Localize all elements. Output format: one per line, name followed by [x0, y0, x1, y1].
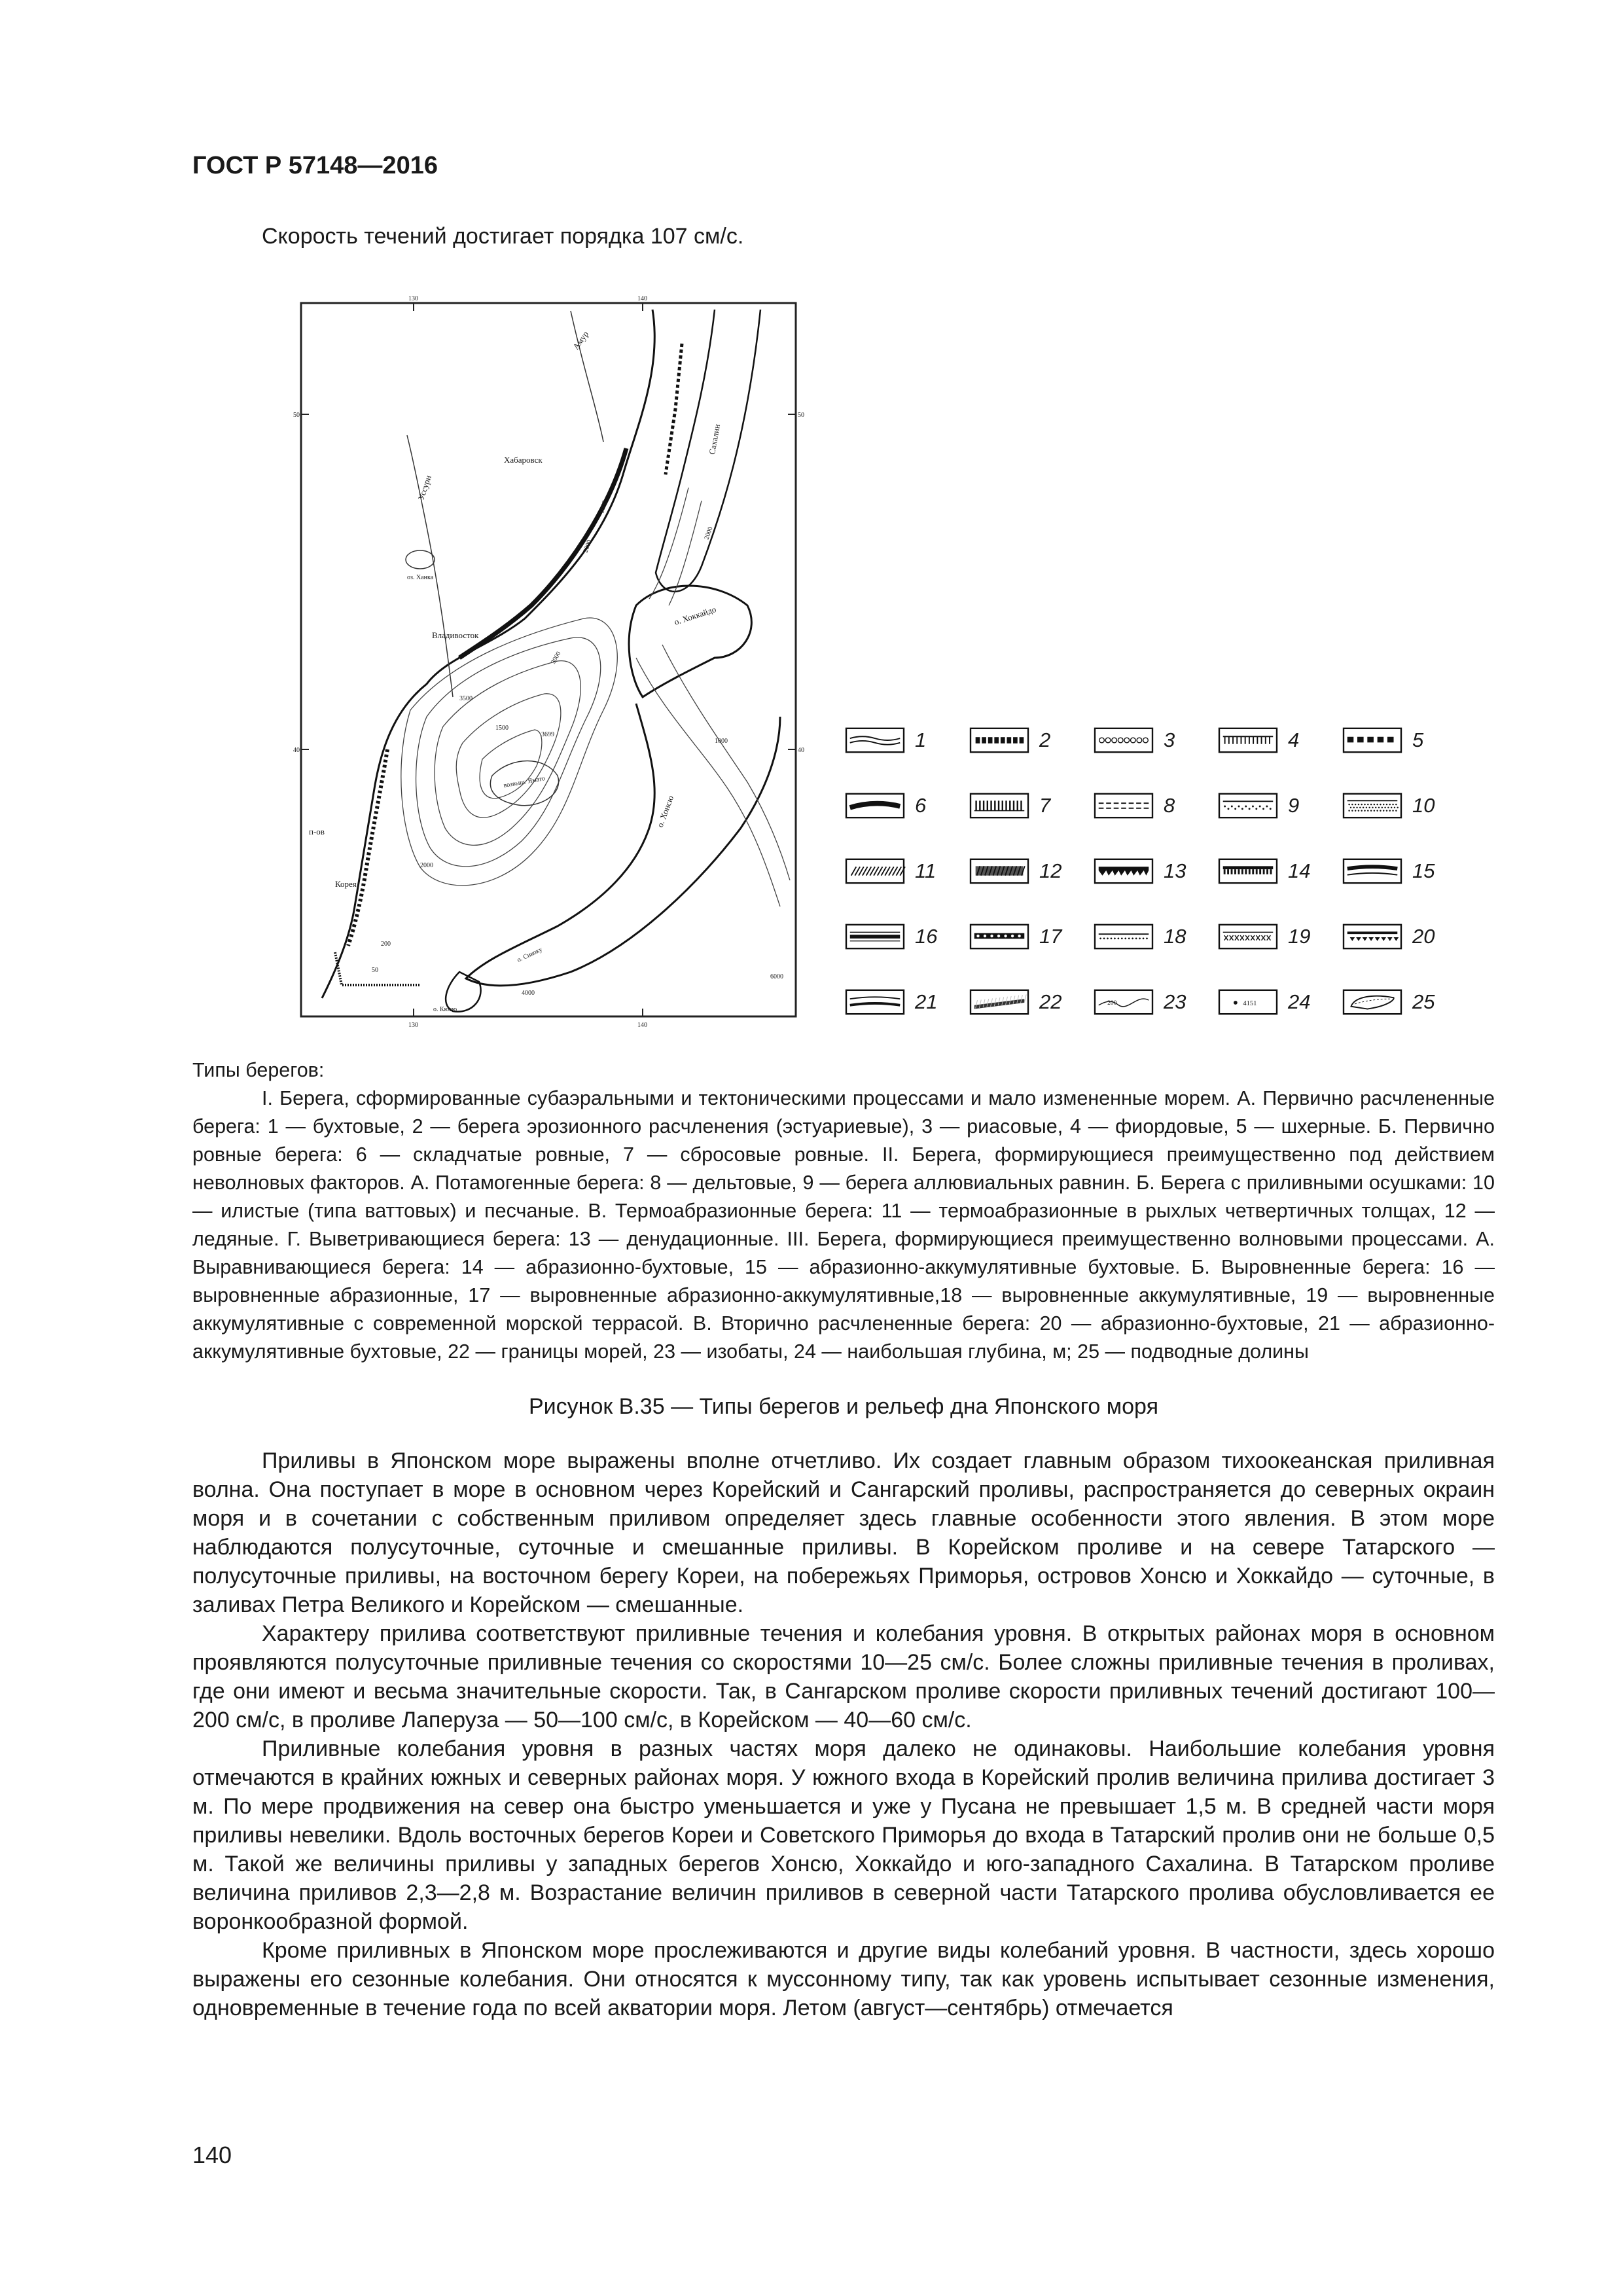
- dense-dots-icon: [1342, 791, 1403, 820]
- sea-of-japan-map: [293, 291, 808, 1030]
- label-ussuri: Уссури: [416, 474, 433, 501]
- legend-item-number: 10: [1412, 794, 1435, 817]
- legend-item: [1093, 791, 1217, 821]
- label-vladivostok: Владивосток: [432, 630, 479, 640]
- label-korea: Корея: [335, 879, 357, 889]
- diagonal-hatch-icon: [844, 857, 906, 886]
- caption-title: Типы берегов:: [192, 1059, 325, 1081]
- legend-item-number: 6: [915, 794, 927, 817]
- legend-item: [1217, 987, 1342, 1017]
- legend-item: [1093, 725, 1217, 755]
- crosses-icon: [1217, 922, 1279, 951]
- label-hokkaido: о. Хоккайдо: [673, 604, 718, 627]
- vertical-ticks-icon: [969, 791, 1030, 820]
- depth-200-label: 200: [381, 941, 391, 948]
- double-wavy-icon: [844, 988, 906, 1016]
- figure-title: Рисунок В.35 — Типы берегов и рельеф дна Японского моря: [529, 1394, 1158, 1419]
- svg-text:4151: 4151: [1243, 999, 1257, 1007]
- paragraph: Приливы в Японском море выражены вполне отчетливо. Их создает главным образом тихоокеанская приливная волна. Она поступает в море в основном через Корейский и Сангарский проливы, распространяется до северных окраин моря и в сочетании с собственным приливом определяет здесь главные особенности этого явления. В этом море наблюдаются полусуточные, суточные и смешанные приливы. В Корейском проливе и на севере Татарского — полусуточные приливы, на восточном берегу Кореи, на побережьях Приморья, островов Хонсю и Хоккайдо — суточные, в заливах Петра Великого и Корейском — смешанные.: [192, 1448, 1495, 1617]
- legend-item: [1342, 791, 1466, 821]
- legend-item-number: 2: [1039, 728, 1051, 751]
- depth-1500-label: 1500: [495, 725, 508, 732]
- label-khanka: оз. Ханка: [407, 574, 434, 581]
- label-kyushu: о. Кюсю: [433, 1006, 457, 1013]
- label-amur: Амур: [571, 329, 591, 351]
- dots-under-line-icon: [1342, 922, 1403, 951]
- wavy-double-lines-icon: [844, 726, 906, 755]
- legend-item-number: 17: [1039, 925, 1062, 948]
- legend-item-number: 24: [1288, 990, 1311, 1013]
- legend-item: [844, 987, 969, 1017]
- depth-3699-label: 3699: [541, 731, 554, 738]
- paragraph: Приливные колебания уровня в разных частях моря далеко не одинаковы. Наибольшие колебания уровня отмечаются в крайних южных и северных районах моря. У южного входа в Корейский пролив величина прилива достигает 3 м. По мере продвижения на север она быстро уменьшается и уже у Пусана не превышает 1,5 м. В средней части моря приливы невелики. Вдоль восточных берегов Кореи и Советского Приморья до входа в Татарский пролив они не больше 0,5 м. Такой же величины приливы у западных берегов Хонсю, Хоккайдо и юго-западного Сахалина. В Татарском проливе величина приливов 2,3—2,8 м. Возрастание величин приливов в северной части Татарского пролива обусловливается ее воронкообразной формой.: [192, 1736, 1495, 1934]
- depth-3500-label: 3500: [459, 695, 473, 702]
- legend-item-number: 9: [1288, 794, 1300, 817]
- double-dashed-icon: [1093, 791, 1154, 820]
- depth-1000-north: 1000: [598, 499, 609, 514]
- hatched-teeth-icon: [1217, 726, 1279, 755]
- legend-item: [1342, 725, 1466, 755]
- legend-item-number: 19: [1288, 925, 1311, 948]
- legend-item: [1217, 725, 1342, 755]
- valley-outline-icon: [1342, 988, 1403, 1016]
- legend-item: [969, 725, 1093, 755]
- label-yamato: возвыш. Ямато: [503, 774, 546, 789]
- legend-item: [1093, 856, 1217, 886]
- legend-item: [844, 791, 969, 821]
- depth-2000-west: 2000: [420, 862, 433, 869]
- dashed-black-icon: [1342, 726, 1403, 755]
- dark-blocks-icon: [969, 726, 1030, 755]
- thick-thin-lines-icon: [1342, 857, 1403, 886]
- depth-point-4151-icon: [1217, 988, 1279, 1016]
- legend-item: [844, 725, 969, 755]
- lat-40-right: 40: [798, 747, 804, 754]
- legend-item-number: 12: [1039, 859, 1062, 882]
- depth-4000-label: 4000: [522, 990, 535, 997]
- lon-130-top: 130: [408, 295, 418, 302]
- legend-item: [1093, 922, 1217, 952]
- label-sikoku: о. Сикоку: [516, 946, 544, 964]
- legend-item: [1342, 922, 1466, 952]
- legend-item: [1342, 856, 1466, 886]
- figure-legend-caption: [192, 1056, 1495, 1366]
- depth-3000-label: 3000: [550, 650, 563, 666]
- label-honshu: о. Хонсю: [654, 794, 676, 829]
- legend-item: [1342, 987, 1466, 1017]
- dotted-band-icon: [1217, 791, 1279, 820]
- label-korea-peninsula: п-ов: [309, 827, 325, 836]
- legend-item: [969, 856, 1093, 886]
- lead-sentence: Скорость течений достигает порядка 107 см/с.: [262, 224, 744, 249]
- legend-item-number: 16: [915, 925, 938, 948]
- legend-item-number: 1: [915, 728, 927, 751]
- lat-50-right: 50: [798, 412, 804, 419]
- legend-item: [1217, 922, 1342, 952]
- legend-item-number: 23: [1164, 990, 1186, 1013]
- legend-item: [1093, 987, 1217, 1017]
- legend-item: [844, 922, 969, 952]
- dark-hatch-icon: [969, 857, 1030, 886]
- paragraph: Кроме приливных в Японском море прослеживаются и другие виды колебаний уровня. В частности, здесь хорошо выражены его сезонные колебания. Они относятся к муссонному типу, так как уровень испытывает сезонные изменения, одновременные в течение года по всей акватории моря. Летом (август—сентябрь) отмечается: [192, 1938, 1495, 2020]
- legend-item-number: 11: [915, 859, 936, 882]
- caption-body: I. Берега, сформированные субаэральными и тектоническими процессами и мало измененные морем. А. Первично расчлененные берега: 1 — бухтовые, 2 — берега эрозионного расчленения (эстуариевые), 3 — риасовые, 4 — фиордовые, 5 — шхерные. Б. Первично ровные берега: 6 — складчатые ровные, 7 — сбросовые ровные. II. Берега, формирующиеся преимущественно под действием неволновых факторов. А. Потамогенные берега: 8 — дельтовые, 9 — берега аллювиальных равнин. Б. Берега с приливными осушками: 10 — илистые (типа ваттовых) и песчаные. В. Термоабразионные берега: 11 — термоабразионные в рыхлых четвертичных толщах, 12 — ледяные. Г. Выветривающиеся берега: 13 — денудационные. III. Берега, формирующиеся преимущественно волновыми процессами. А. Выравнивающиеся берега: 14 — абразионно-бухтовые, 15 — абразионно-аккумулятивные бухтовые. Б. Выровненные берега: 16 — выровненные абразионные, 17 — выровненные абразионно-аккумулятивные,18 — выровненные аккумулятивные, 19 — выровненные аккумулятивные с современной морской террасой. В. Вторично расчлененные берега: 20 — абразионно-бухтовые, 21 — абразионно-аккумулятивные бухтовые, 22 — границы морей, 23 — изобаты, 24 — наибольшая глубина, м; 25 — подводные долины: [192, 1087, 1495, 1363]
- legend-item-number: 4: [1288, 728, 1300, 751]
- lon-140-bottom: 140: [637, 1022, 647, 1029]
- legend-item-number: 5: [1412, 728, 1424, 751]
- depth-2000-north: 2000: [582, 539, 594, 554]
- thick-black-line-icon: [844, 791, 906, 820]
- document-header: ГОСТ Р 57148—2016: [192, 152, 438, 179]
- paragraph: Характеру прилива соответствуют приливные течения и колебания уровня. В открытых районах моря в основном проявляются полусуточные приливные течения со скоростями 10—25 см/с. Более сложны приливные течения в проливах, где они имеют и весьма значительные скорости. Так, в Сангарском проливе скорости приливных течений достигают 100—200 см/с, в проливе Лаперуза — 50—100 см/с, в Корейском — 40—60 см/с.: [192, 1621, 1495, 1732]
- legend-item-number: 8: [1164, 794, 1175, 817]
- legend-item: [969, 791, 1093, 821]
- page-number: 140: [192, 2142, 232, 2168]
- lat-50-left: 50: [293, 412, 300, 419]
- svg-text:200: 200: [1107, 999, 1117, 1007]
- legend-item: [1217, 791, 1342, 821]
- legend-item: [1217, 856, 1342, 886]
- legend-item-number: 3: [1164, 728, 1175, 751]
- lon-130-bottom: 130: [408, 1022, 418, 1029]
- legend-item-number: 14: [1288, 859, 1311, 882]
- legend-item-number: 22: [1039, 990, 1062, 1013]
- small-circles-icon: [1093, 726, 1154, 755]
- depth-2000-east: 2000: [703, 526, 715, 541]
- legend-item-number: 7: [1039, 794, 1051, 817]
- legend-grid: [844, 725, 1472, 1017]
- legend-item-number: 15: [1412, 859, 1435, 882]
- legend-item: [969, 987, 1093, 1017]
- body-text: [192, 1446, 1495, 2022]
- label-sakhalin: Сахалин: [707, 423, 722, 456]
- map-legend: [844, 725, 1472, 1017]
- dotted-line-icon: [1093, 922, 1154, 951]
- depth-1000-east: 1000: [715, 738, 728, 745]
- triple-lines-icon: [844, 922, 906, 951]
- beaded-line-icon: [969, 922, 1030, 951]
- lon-140-top: 140: [637, 295, 647, 302]
- isobath-200-icon: [1093, 988, 1154, 1016]
- legend-item: [969, 922, 1093, 952]
- label-khabarovsk: Хабаровск: [504, 455, 543, 465]
- depth-50-label: 50: [372, 967, 378, 974]
- legend-item-number: 13: [1164, 859, 1186, 882]
- legend-item: [844, 856, 969, 886]
- comb-line-icon: [1217, 857, 1279, 886]
- legend-item-number: 25: [1412, 990, 1435, 1013]
- notched-line-icon: [1093, 857, 1154, 886]
- lat-40-left: 40: [293, 747, 300, 754]
- legend-item-number: 20: [1412, 925, 1435, 948]
- legend-item-number: 18: [1164, 925, 1186, 948]
- dense-band-icon: [969, 988, 1030, 1016]
- depth-6000-label: 6000: [770, 973, 783, 980]
- legend-item-number: 21: [915, 990, 938, 1013]
